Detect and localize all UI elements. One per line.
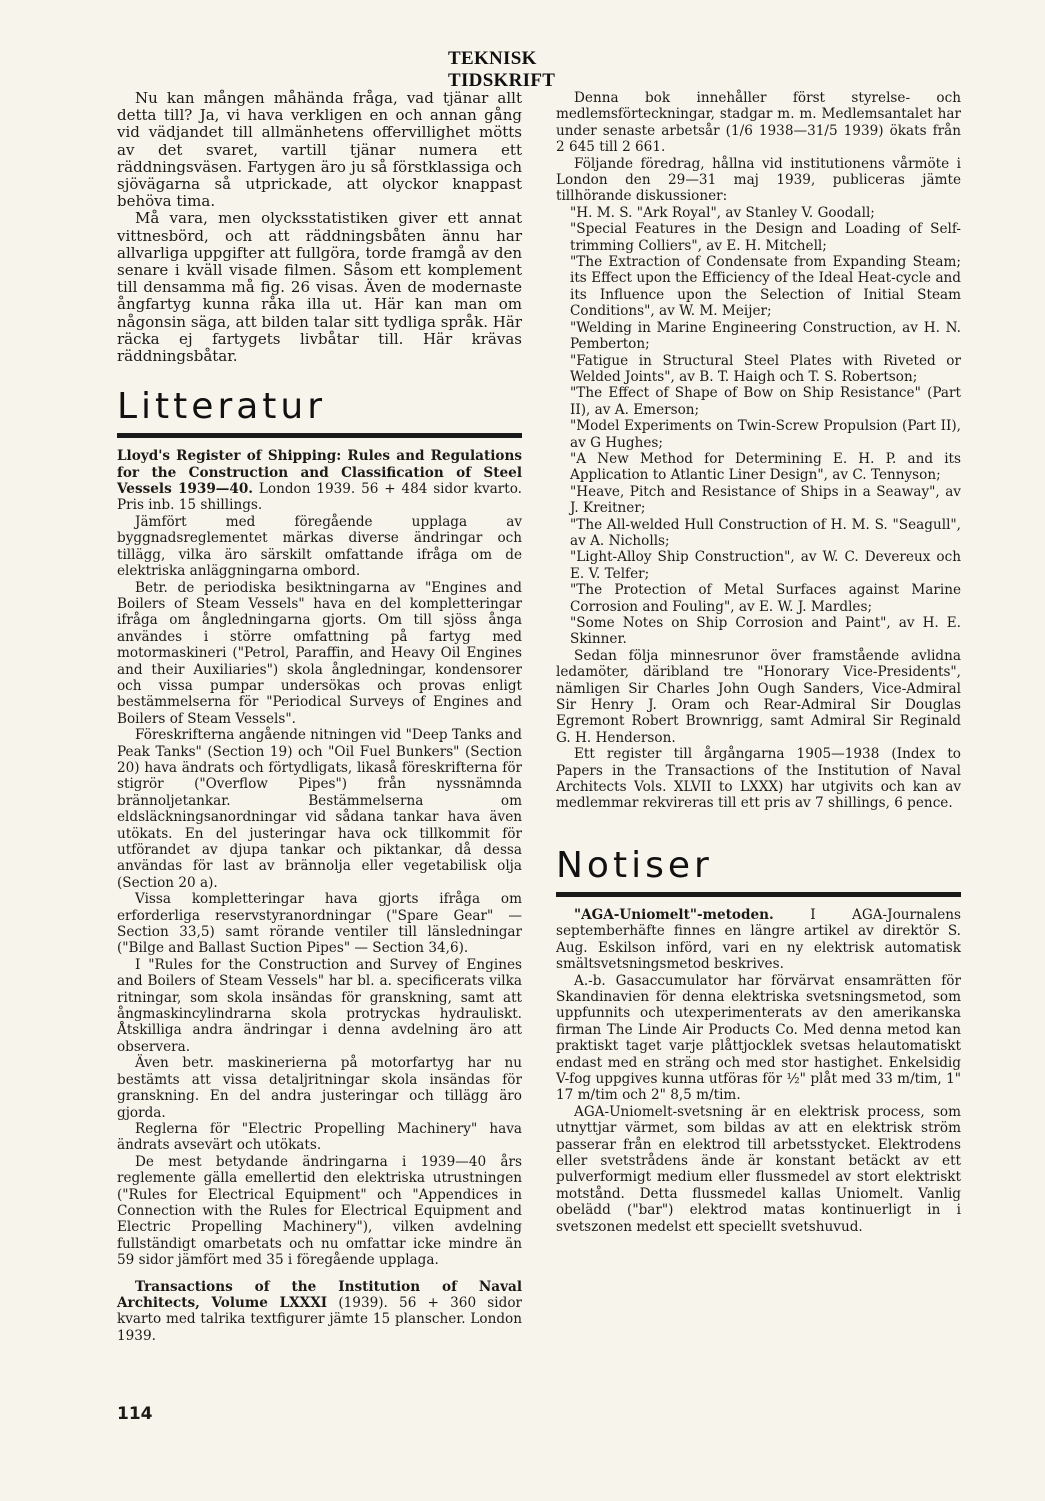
review-paragraph: Sedan följa minnesrunor över framstående avlidna ledamöter, däribland tre "Honorary Vice-Presidents", nämligen Sir Charles John Ough Sanders, Vice-Admiral Sir Henry J. Oram och Rear-Admiral Sir Douglas Egremont Robert Brownrigg, samt Admiral Sir Reginald G. H. Henderson. xyxy=(556,647,961,746)
review-meta: London 1939. 56 + 484 sidor kvarto. Pris inb. 15 shillings. xyxy=(117,481,522,514)
review-meta: (1939). 56 + 360 sidor kvarto med talrika textfigurer jämte 15 planscher. London 1939. xyxy=(117,1294,522,1344)
review-paragraph: Följande föredrag, hållna vid institutionens vårmöte i London den 29—31 maj 1939, publiceras jämte tillhörande diskussioner: xyxy=(556,155,961,205)
review-paragraph: Föreskrifterna angående nitningen vid "Deep Tanks and Peak Tanks" (Section 19) och "Oil Fuel Bunkers" (Section 20) hava ändrats och förtydligats, likaså föreskrifterna för stigrör ("Overflow Pipes") från nyssnämnda brännoljetankar. Bestämmelserna om eldsläckningsanordningar vid sådana tankar hava även utökats. En del justeringar hava ock tillkommit för utförandet av djupa tankar och piktankar, då dessa användas för last av brännolja eller vegetabilisk olja (Section 20 a). xyxy=(117,727,522,891)
section-rule xyxy=(556,892,961,897)
notice-lead: I AGA-Journalens septemberhäfte finnes en längre artikel av direktör S. Aug. Eskilson införd, vari en ny elektrisk automatisk smältsvetsningsmetod beskrives. xyxy=(556,906,961,973)
notice-entry-aga xyxy=(556,907,961,973)
notice-paragraph: A.-b. Gasaccumulator har förvärvat ensamrätten för Skandinavien för denna elektriska svetsningsmetod, som uppfunnits och utexperimenterats av den amerikanska firman The Linde Air Products Co. Med denna metod kan praktiskt taget varje plåttjocklek svetsas helautomatiskt endast med en sträng och med stor hastighet. Enkelsidig V-fog uppgives kunna utföras för ½" plåt med 33 m/tim, 1" 17 m/tim och 2" 8,5 m/tim. xyxy=(556,972,961,1104)
paper-list-item: "Heave, Pitch and Resistance of Ships in a Seaway", av J. Kreitner; xyxy=(570,483,961,517)
review-paragraph: Även betr. maskinerierna på motorfartyg har nu bestämts att vissa detaljritningar skola insändas för granskning. En del andra justeringar och tillägg äro gjorda. xyxy=(117,1055,522,1121)
spacer xyxy=(117,1269,522,1279)
notice-paragraph: AGA-Uniomelt-svetsning är en elektrisk process, som utnyttjar värmet, som bildas av att en elektrisk ström passerar från en elektrod till arbetsstycket. Elektrodens eller svetstrådens ände är konstant betäckt av ett pulverformigt medium eller flussmedel av stort elektriskt motstånd. Detta flussmedel kallas Uniomelt. Vanlig obelädd ("bar") elektrod matas kontinuerligt in i svetszonen medelst ett speciellt svetshuvud. xyxy=(556,1103,961,1235)
paper-list-item: "Special Features in the Design and Loading of Self-trimming Colliers", av E. H. Mitchell; xyxy=(570,221,961,254)
review-paragraph: I "Rules for the Construction and Survey of Engines and Boilers of Steam Vessels" har bl. a. specificerats vilka ritningar, som skola insändas för granskning, samt att ångmaskincylindrarna skola protryckas hydrauliskt. Åtskilliga andra ändringar i denna avdelning äro att observera. xyxy=(117,956,522,1055)
right-column xyxy=(556,90,961,1235)
paper-list-item: "The All-welded Hull Construction of H. M. S. "Seagull", av A. Nicholls; xyxy=(570,516,961,549)
review-paragraph: Vissa kompletteringar hava gjorts ifråga om erforderliga reservstyranordningar ("Spare Gear" — Section 33,5) samt rörande ventiler till länsledningar ("Bilge and Ballast Suction Pipes" — Section 34,6). xyxy=(117,891,522,957)
section-rule xyxy=(117,433,522,438)
paper-list-item: "A New Method for Determining E. H. P. and its Application to Atlantic Liner Design", av C. Tennyson; xyxy=(570,450,961,484)
journal-header: TEKNISK TIDSKRIFT xyxy=(448,48,556,91)
paper-list-item: "The Effect of Shape of Bow on Ship Resistance" (Part II), av A. Emerson; xyxy=(570,385,961,418)
review-paragraph: Ett register till årgångarna 1905—1938 (Index to Papers in the Transactions of the Institution of Naval Architects Vols. XLVII to LXXX) har utgivits och kan av medlemmar rekvireras till ett pris av 7 shillings, 6 pence. xyxy=(556,746,961,812)
review-paragraph: Denna bok innehåller först styrelse- och medlemsförteckningar, stadgar m. m. Medlemsantalet har under senaste arbetsår (1/6 1938—31/5 1939) ökats från 2 645 till 2 661. xyxy=(556,90,961,156)
paper-list-item: "The Protection of Metal Surfaces against Marine Corrosion and Fouling", av E. W. J. Mardles; xyxy=(570,582,961,615)
review-entry-lloyds xyxy=(117,448,522,514)
review-paragraph: Betr. de periodiska besiktningarna av "Engines and Boilers of Steam Vessels" hava en del kompletteringar ifråga om ångledningarna gjorts. Om till sjöss ånga användes i större omfattning på fartyg med motormaskineri ("Petrol, Paraffin, and Heavy Oil Engines and their Auxiliaries") skola ångledningar, kondensorer och vissa pumpar undersökas och provas enligt bestämmelserna för "Periodical Surveys of Engines and Boilers of Steam Vessels". xyxy=(117,579,522,727)
left-column xyxy=(117,90,522,1344)
review-entry-transactions xyxy=(117,1279,522,1345)
review-paragraph: Jämfört med föregående upplaga av byggnadsreglementet märkas diverse ändringar och tillägg, vilka äro särskilt omfattande ifråga om de elektriska anläggningarna ombord. xyxy=(117,513,522,580)
intro-paragraph: Må vara, men olycksstatistiken giver ett annat vittnesbörd, och att räddningsbåten ännu har allvarliga uppgifter att fullgöra, torde framgå av den senare i kväll visade filmen. Såsom ett komplement till densamma må fig. 26 visas. Även de modernaste ångfartyg kunna råka illa ut. Här kan man om någonsin säga, att bilden talar sitt tydliga språk. Här räcka ej fartygets livbåtar till. Här krävas räddningsbåtar. xyxy=(117,209,522,366)
review-paragraph: Reglerna för "Electric Propelling Machinery" hava ändrats avsevärt och utökats. xyxy=(117,1120,522,1154)
notice-title: "AGA-Uniomelt"-metoden. xyxy=(574,906,774,923)
paper-list-item: "Some Notes on Ship Corrosion and Paint", av H. E. Skinner. xyxy=(570,615,961,648)
section-title-litteratur: Litteratur xyxy=(117,386,327,428)
paper-list xyxy=(556,205,961,648)
paper-list-item: "Model Experiments on Twin-Screw Propulsion (Part II), av G Hughes; xyxy=(570,418,961,451)
intro-paragraph: Nu kan mången måhända fråga, vad tjänar allt detta till? Ja, vi hava verkligen en och annan gång vid vädjandet till allmänhetens offervillighet mötts av det svaret, vartill tjänar numera ett räddningsväsen. Fartygen äro ju så förstklassiga och sjövägarna så utprickade, att olyckor knappast behöva tima. xyxy=(117,89,522,211)
paper-list-item: "Light-Alloy Ship Construction", av W. C. Devereux och E. V. Telfer; xyxy=(570,549,961,582)
section-title-notiser: Notiser xyxy=(556,844,713,886)
page-number: 114 xyxy=(117,1404,153,1424)
review-title: Transactions of the Institution of Naval Architects, Volume LXXXI xyxy=(117,1278,522,1311)
paper-list-item: "H. M. S. "Ark Royal", av Stanley V. Goodall; xyxy=(570,204,875,221)
paper-list-item: "Fatigue in Structural Steel Plates with Riveted or Welded Joints", av B. T. Haigh och T. S. Robertson; xyxy=(570,352,961,385)
paper-list-item: "The Extraction of Condensate from Expanding Steam; its Effect upon the Efficiency of the Ideal Heat-cycle and its Influence upon the Selection of Initial Steam Conditions", av W. M. Meijer; xyxy=(570,254,961,320)
review-title: Lloyd's Register of Shipping: Rules and Regulations for the Construction and Classification of Steel Vessels 1939—40. xyxy=(117,448,522,498)
paper-list-item: "Welding in Marine Engineering Construction, av H. N. Pemberton; xyxy=(570,319,961,353)
review-paragraph: De mest betydande ändringarna i 1939—40 års reglemente gälla emellertid den elektriska utrustningen ("Rules for Electrical Equipment" och "Appendices in Connection with the Rules for Electrical Equipment and Electric Propelling Machinery"), vilken avdelning fullständigt omarbetats och nu omfattar icke mindre än 59 sidor jämfört med 35 i föregående upplaga. xyxy=(117,1153,522,1269)
